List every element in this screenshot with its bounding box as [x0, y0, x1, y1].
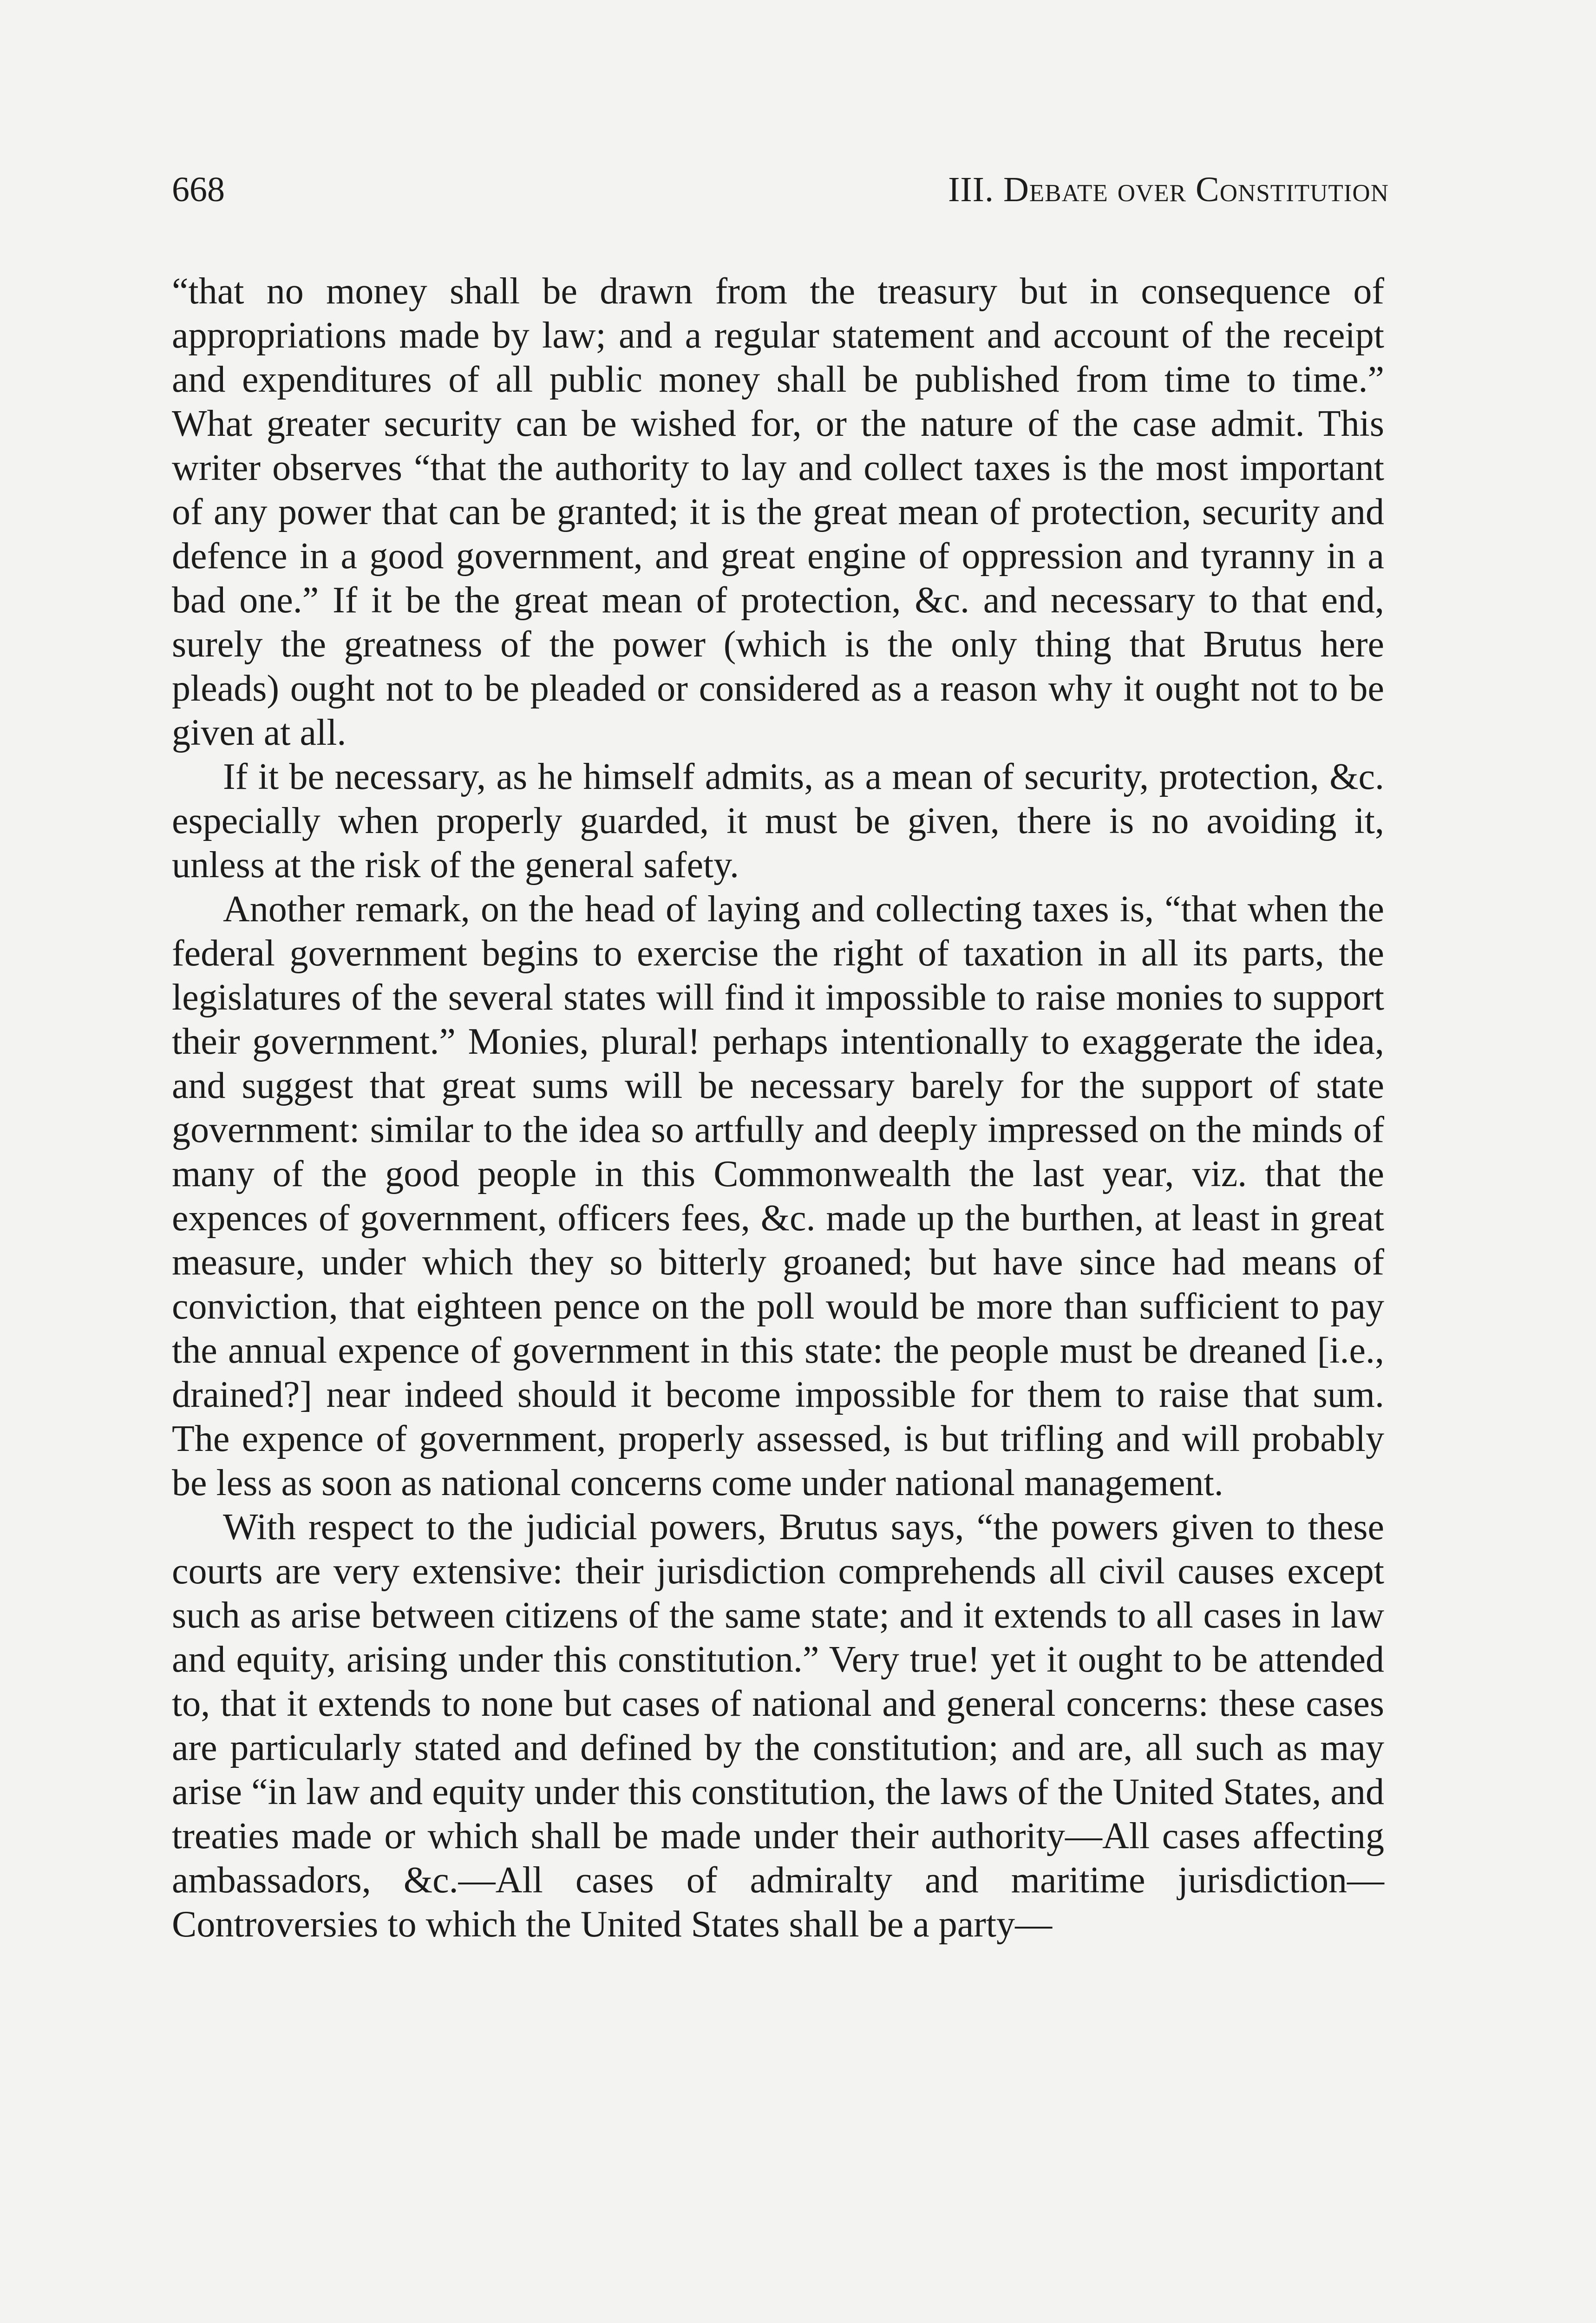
paragraph: Another remark, on the head of laying and collecting taxes is, “that when the federal government begins to exercise the right of taxation in all its parts, the legislatures of the several states will find it impossible to raise monies to support their government.” Monies, plural! perhaps intentionally to exaggerate the idea, and suggest that great sums will be necessary barely for the support of state government: similar to the idea so artfully and deeply impressed on the minds of many of the good people in this Commonwealth the last year, viz. that the expences of government, officers fees, &c. made up the burthen, at least in great measure, under which they so bitterly groaned; but have since had means of conviction, that eighteen pence on the poll would be more than sufficient to pay the annual expence of government in this state: the people must be dreaned [i.e., drained?] near indeed should it become impossible for them to raise that sum. The expence of government, properly assessed, is but trifling and will probably be less as soon as national concerns come under national management. [172, 889, 1384, 1503]
page-number: 668 [172, 170, 225, 209]
running-head [172, 166, 1389, 213]
body-text [172, 269, 1384, 1947]
paragraph: “that no money shall be drawn from the treasury but in consequence of appropriations made by law; and a regular statement and account of the receipt and expenditures of all public money shall be published from time to time.” What greater security can be wished for, or the nature of the case admit. This writer observes “that the authority to lay and collect taxes is the most important of any power that can be granted; it is the great mean of protection, security and defence in a good government, and great engine of oppression and tyranny in a bad one.” If it be the great mean of protection, &c. and necessary to that end, surely the greatness of the power (which is the only thing that Brutus here pleads) ought not to be pleaded or considered as a reason why it ought not to be given at all. [172, 271, 1384, 753]
section-title: III. Debate over Constitution [948, 170, 1389, 209]
paragraph: With respect to the judicial powers, Brutus says, “the powers given to these courts are very extensive: their jurisdiction comprehends all civil causes except such as arise between citizens of the same state; and it extends to all cases in law and equity, arising under this constitution.” Very true! yet it ought to be attended to, that it extends to none but cases of national and general concerns: these cases are particularly stated and defined by the constitution; and are, all such as may arise “in law and equity under this constitution, the laws of the United States, and treaties made or which shall be made under their authority—All cases affecting ambassadors, &c.—All cases of admiralty and maritime jurisdiction—Controversies to which the United States shall be a party— [172, 1507, 1384, 1945]
paragraph: If it be necessary, as he himself admits, as a mean of security, protection, &c. especially when properly guarded, it must be given, there is no avoiding it, unless at the risk of the general safety. [172, 756, 1384, 886]
